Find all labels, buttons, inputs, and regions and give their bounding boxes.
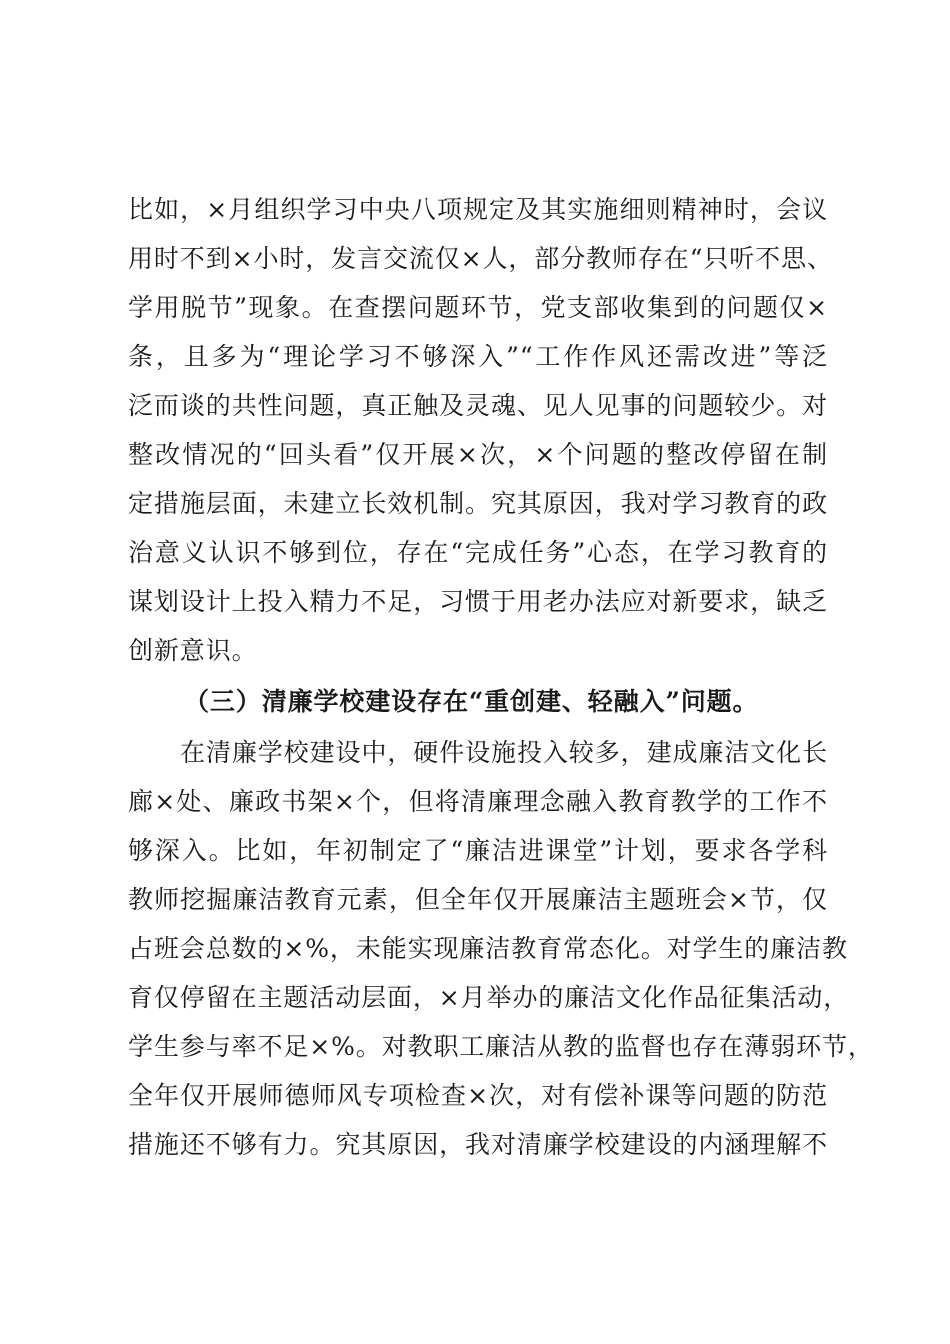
paragraph-line: 学用脱节”现象。在查摆问题环节，党支部收集到的问题仅× bbox=[128, 293, 828, 322]
paragraph-line: 在清廉学校建设中，硬件设施投入较多，建成廉洁文化长 bbox=[180, 738, 828, 767]
section-heading: （三）清廉学校建设存在“重创建、轻融入”问题。 bbox=[184, 687, 759, 716]
paragraph-line: 谋划设计上投入精力不足，习惯于用老办法应对新要求，缺乏 bbox=[128, 587, 828, 616]
paragraph-line: 治意义认识不够到位，存在“完成任务”心态，在学习教育的 bbox=[128, 538, 828, 567]
paragraph-line: 教师挖掘廉洁教育元素，但全年仅开展廉洁主题班会×节，仅 bbox=[128, 885, 828, 914]
paragraph-line: 全年仅开展师德师风专项检查×次，对有偿补课等问题的防范 bbox=[128, 1081, 828, 1110]
paragraph-line: 整改情况的“回头看”仅开展×次，×个问题的整改停留在制 bbox=[128, 440, 828, 469]
paragraph-line: 育仅停留在主题活动层面，×月举办的廉洁文化作品征集活动， bbox=[128, 983, 850, 1012]
paragraph-line: 廊×处、廉政书架×个，但将清廉理念融入教育教学的工作不 bbox=[128, 787, 828, 816]
paragraph-line: 学生参与率不足×%。对教职工廉洁从教的监督也存在薄弱环节， bbox=[128, 1032, 874, 1061]
paragraph-line: 条，且多为“理论学习不够深入”“工作作风还需改进”等泛 bbox=[128, 342, 828, 371]
paragraph-line: 泛而谈的共性问题，真正触及灵魂、见人见事的问题较少。对 bbox=[128, 391, 828, 420]
paragraph-line: 比如，×月组织学习中央八项规定及其实施细则精神时，会议 bbox=[128, 195, 828, 224]
paragraph-line: 够深入。比如，年初制定了“廉洁进课堂”计划，要求各学科 bbox=[128, 836, 828, 865]
paragraph-line: 用时不到×小时，发言交流仅×人，部分教师存在“只听不思、 bbox=[128, 244, 833, 273]
paragraph-line: 创新意识。 bbox=[128, 636, 258, 665]
paragraph-line: 措施还不够有力。究其原因，我对清廉学校建设的内涵理解不 bbox=[128, 1130, 828, 1159]
paragraph-line: 定措施层面，未建立长效机制。究其原因，我对学习教育的政 bbox=[128, 489, 828, 518]
paragraph-line: 占班会总数的×%，未能实现廉洁教育常态化。对学生的廉洁教 bbox=[128, 934, 848, 963]
